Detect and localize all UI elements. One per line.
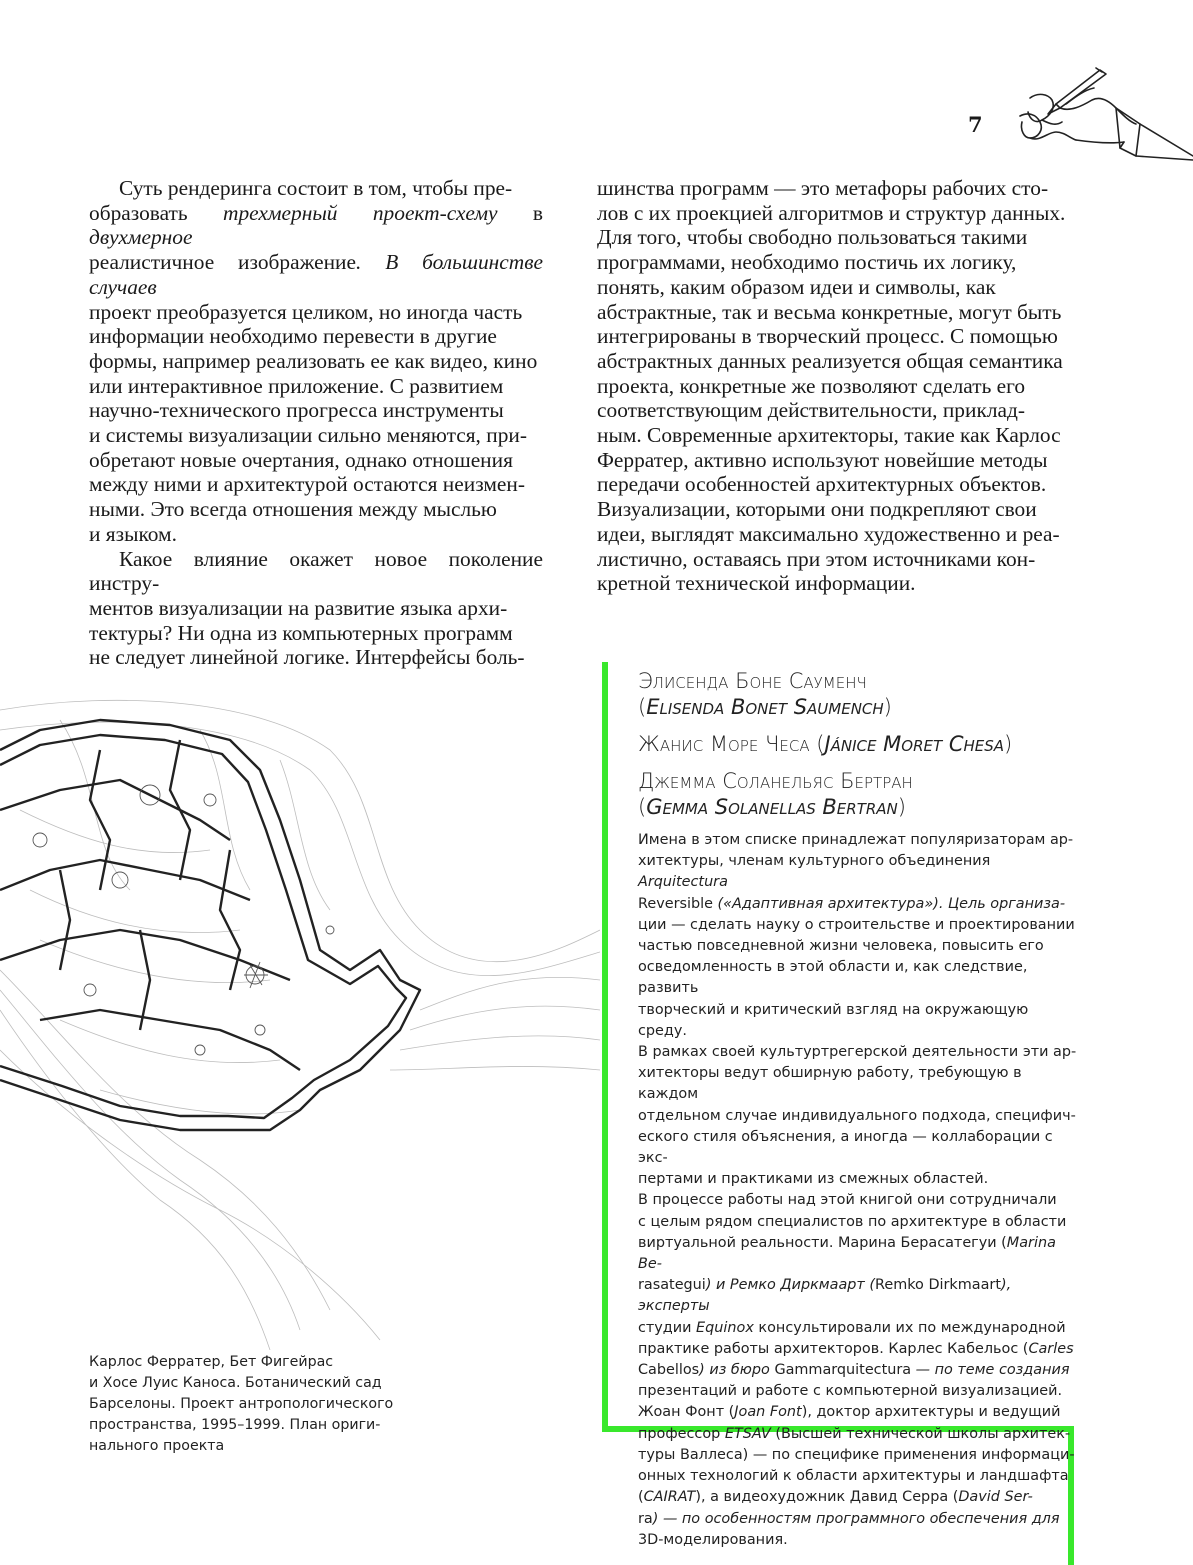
sidebar-description <box>638 830 1078 1551</box>
paragraph-visualization-influence: Какое влияние окажет новое поколение инстру- ментов визуализации на развитие языка архи- тектуры? Ни одна из компьютерных программ не следует линейной логике. Интерфейсы боль- <box>89 546 543 670</box>
body-text-right-column <box>597 176 1070 596</box>
figure-caption: Карлос Ферратер, Бет Фигейрас и Хосе Луис Каноса. Ботанический сад Барселоны. Проект антропологического пространства, 1995–1999. План ориги- нального проекта <box>89 1354 394 1454</box>
botanical-garden-plan-drawing <box>0 690 600 1350</box>
sidebar-paragraph: Имена в этом списке принадлежат популяризаторам ар- хитектуры, членам культурного объединения Arquitectura Reversible («Адаптивная архитектура»). Цель организа- ции — сделать науку о строительстве и проектировании частью повседневной жизни человека, повысить его осведомленность в этой области и, как следствие, развить творческий и критический взгляд на окружающую среду. В рамках своей культуртрегерской деятельности эти ар- хитекторы ведут обширную работу, требующую в каждом отдельном случае индивидуального подхода, специфич- еского стиля объяснения, а иногда — коллаборации с экс- пертами и практиками из смежных областей. В процессе работы над этой книгой они сотрудничали с целым рядом специалистов по архитектуре в области виртуальной реальности. Марина Берасатегуи (Marina Be- rasategui) и Ремко Диркмаарт (Remko Dirkmaart), эксперты студии Equinox консультировали их по международной практике работы архитекторов. Карлес Кабельос (Carles Cabellos) из бюро Gammarquitectura — по теме создания презентаций и работе с компьютерной визуализацией. Жоан Фонт (Joan Font), доктор архитектуры и ведущий профессор ETSAV (Высшей технической школы архитек- туры Валлеса) — по специфике применения информаци- онных технологий к области архитектуры и ландшафта (CAIRAT), а видеохудожник Давид Серра (David Ser- ra) — по особенностям программного обеспечения для 3D-моделирования. <box>638 832 1077 1548</box>
authors-list <box>638 668 1078 831</box>
author-moret: Жанис Море Чеса (Jánice Moret Chesa) <box>638 732 1013 756</box>
paragraph-rendering-essence: Суть рендеринга состоит в том, чтобы пре- образовать трехмерный проект-схему в двухмерное реалистичное изображение. В большинстве случаев проект преобразуется целиком, но иногда часть информации необходимо перевести в другие формы, например реализовать ее как видео, кино или интерактивное приложение. С развитием научно-технического прогресса инструменты и системы визуализации сильно меняются, при- обретают новые очертания, однако отношения между ними и архитектурой остаются неизмен- ными. Это всегда отношения между мыслью и языком. <box>89 176 543 546</box>
author-solanellas: Джемма Соланельяс Бертран (Gemma Solanellas Bertran) <box>638 769 913 819</box>
paragraph-interfaces-continued: шинства программ — это метафоры рабочих сто- лов с их проекцией алгоритмов и структур данных. Для того, чтобы свободно пользоваться такими программами, необходимо постичь их логику, понять, каким образом идеи и символы, как абстрактные, так и весьма конкретные, могут быть интегрированы в творческий процесс. С помощью абстрактных данных реализуется общая семантика проекта, конкретные же позволяют сделать его соответствующим действительности, приклад- ным. Современные архитекторы, такие как Карлос Ферратер, активно используют новейшие методы передачи особенностей архитектурных объектов. Визуализации, которыми они подкрепляют свои идеи, выглядят максимально художественно и реа- листично, оставаясь при этом источниками кон- кретной технической информации. <box>597 176 1066 596</box>
body-text-left-column <box>89 176 543 670</box>
hand-with-pen-icon <box>1000 60 1193 170</box>
author-bonet: Элисенда Боне Сауменч (Elisenda Bonet Saumench) <box>638 669 892 719</box>
page-number: 7 <box>968 112 983 137</box>
green-frame-left-rule <box>602 662 608 1432</box>
